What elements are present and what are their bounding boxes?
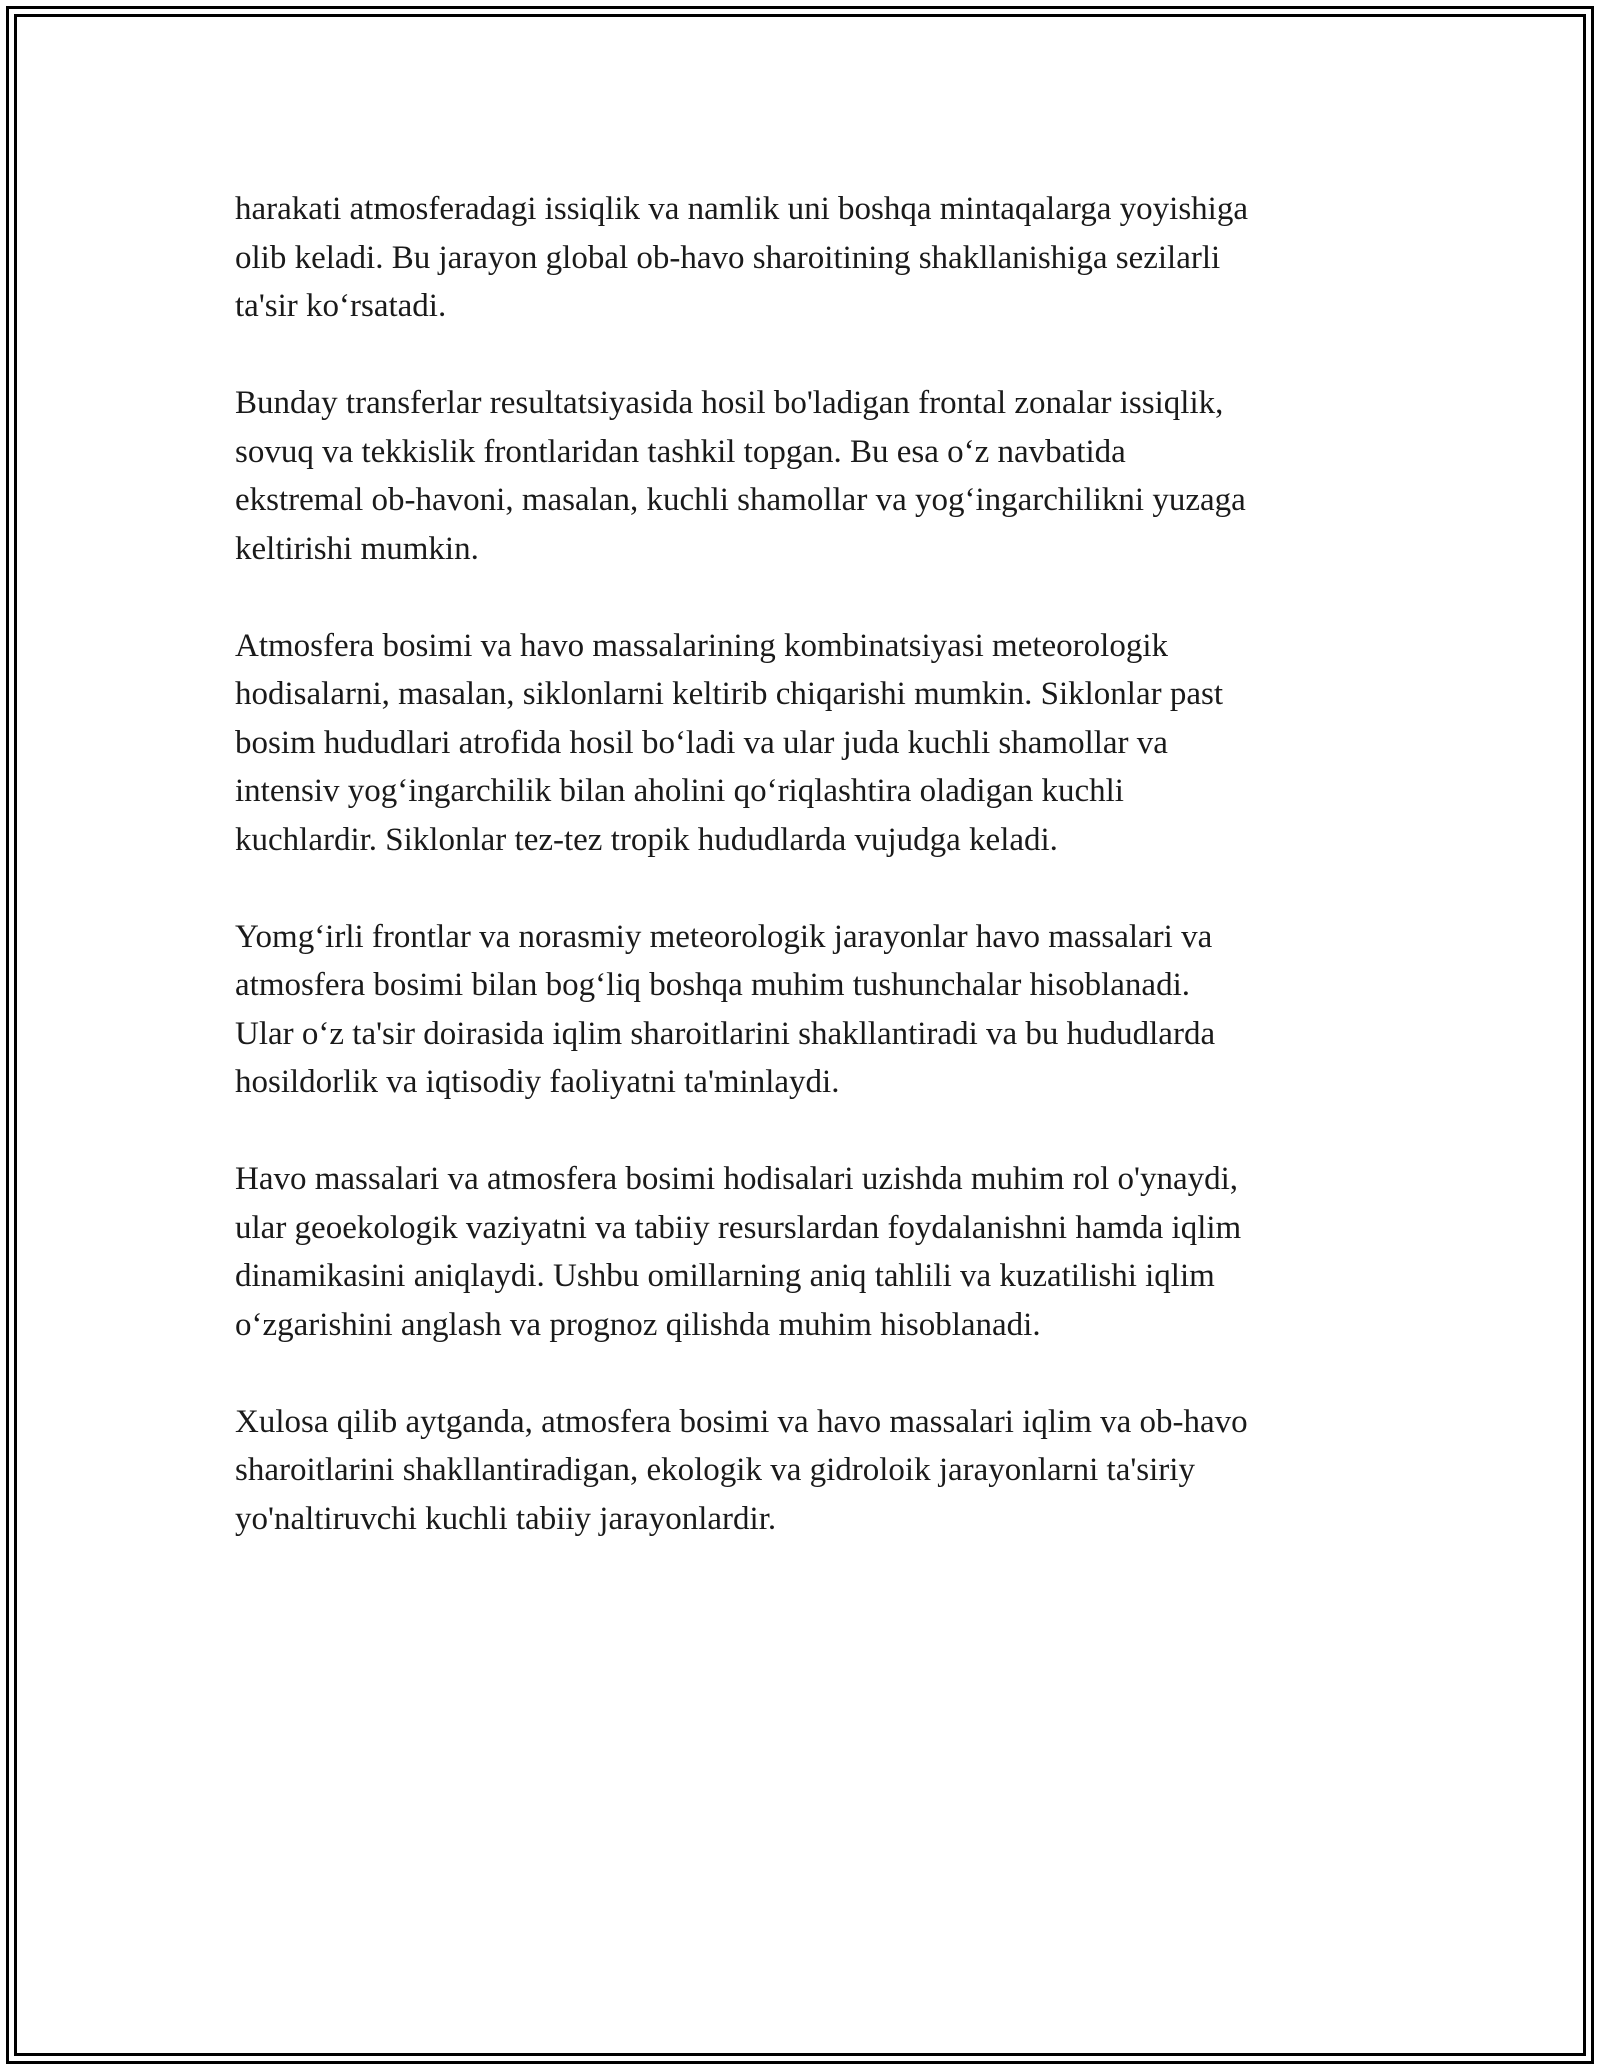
paragraph-5: Havo massalari va atmosfera bosimi hodisalari uzishda muhim rol o'ynaydi, ular geoekologik vaziyatni va tabiiy resurslardan foydalanishni hamda iqlim dinamikasini aniqlaydi. Ushbu omillarning aniq tahlili va kuzatilishi iqlim o‘zgarishini anglash va prognoz qilishda muhim hisoblanadi. [235, 1161, 1242, 1343]
paragraph-4: Yomg‘irli frontlar va norasmiy meteorologik jarayonlar havo massalari va atmosfera bosimi bilan bog‘liq boshqa muhim tushunchalar hisoblanadi. Ular o‘z ta'sir doirasida iqlim sharoitlarini shakllantiradi va bu hududlarda hosildorlik va iqtisodiy faoliyatni ta'minlaydi. [235, 918, 1216, 1100]
document-body [235, 185, 1385, 1543]
paragraph-3: Atmosfera bosimi va havo massalarining kombinatsiyasi meteorologik hodisalarni, masalan, siklonlarni keltirib chiqarishi mumkin. Siklonlar past bosim hududlari atrofida hosil bo‘ladi va ular juda kuchli shamollar va intensiv yog‘ingarchilik bilan aholini qo‘riqlashtira oladigan kuchli kuchlardir. Siklonlar tez-tez tropik hududlarda vujudga keladi. [235, 627, 1224, 858]
paragraph-6: Xulosa qilib aytganda, atmosfera bosimi va havo massalari iqlim va ob-havo sharoitlarini shakllantiradigan, ekologik va gidroloik jarayonlarni ta'siriy yo'naltiruvchi kuchli tabiiy jarayonlardir. [235, 1403, 1248, 1537]
paragraph-1: harakati atmosferadagi issiqlik va namlik uni boshqa mintaqalarga yoyishiga olib keladi. Bu jarayon global ob-havo sharoitining shakllanishiga sezilarli ta'sir ko‘rsatadi. [235, 191, 1248, 324]
paragraph-2: Bunday transferlar resultatsiyasida hosil bo'ladigan frontal zonalar issiqlik, sovuq va tekkislik frontlaridan tashkil topgan. Bu esa o‘z navbatida ekstremal ob-havoni, masalan, kuchli shamollar va yog‘ingarchilikni yuzaga keltirishi mumkin. [235, 385, 1246, 567]
